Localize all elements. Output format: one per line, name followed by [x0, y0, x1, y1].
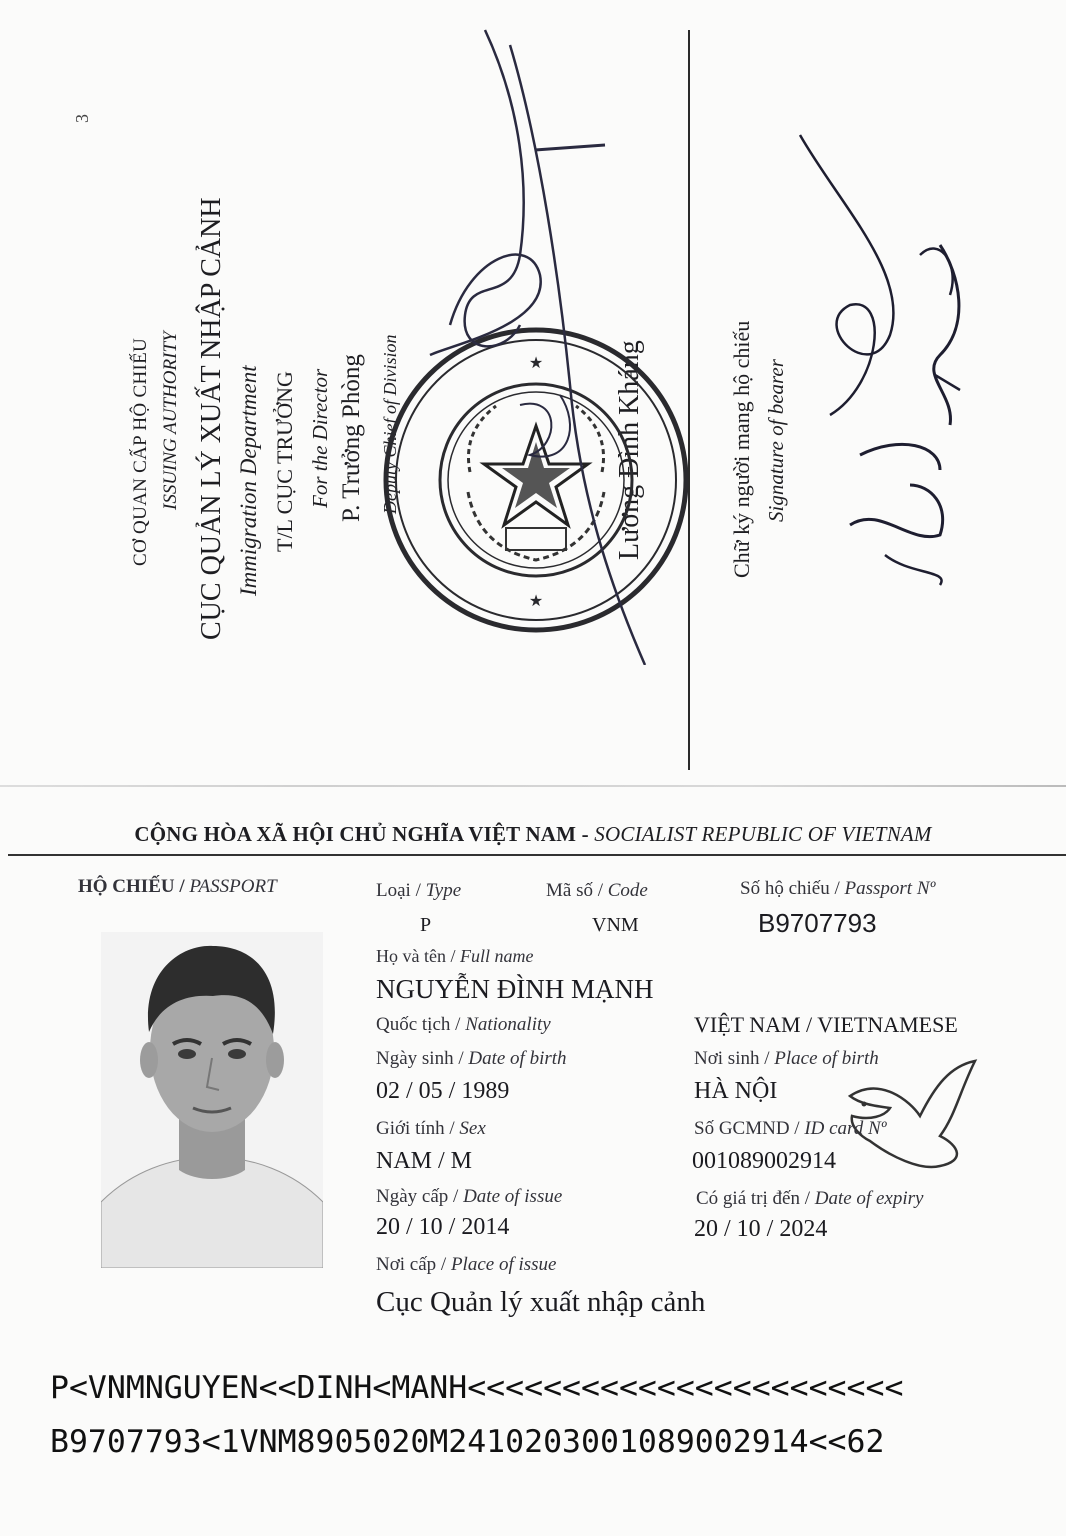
- dob-label: Ngày sinh / Date of birth: [376, 1048, 567, 1069]
- full-name-value: NGUYỄN ĐÌNH MẠNH: [376, 974, 654, 1004]
- place-of-issue-label: Nơi cấp / Place of issue: [376, 1254, 557, 1275]
- republic-heading-en: SOCIALIST REPUBLIC OF VIETNAM: [594, 822, 932, 846]
- svg-text:★: ★: [528, 593, 544, 610]
- pob-label: Nơi sinh / Place of birth: [694, 1048, 879, 1069]
- department-vi: CỤC QUẢN LÝ XUẤT NHẬP CẢNH: [196, 197, 227, 640]
- heading-rule: [8, 854, 1066, 856]
- expiry-date-label: Có giá trị đến / Date of expiry: [696, 1188, 924, 1209]
- republic-heading-vi: CỘNG HÒA XÃ HỘI CHỦ NGHĨA VIỆT NAM -: [134, 822, 595, 846]
- division-vi: P. Trưởng Phòng: [338, 354, 365, 522]
- svg-text:★: ★: [528, 355, 544, 372]
- dove-watermark: [840, 1046, 980, 1176]
- expiry-date-value: 20 / 10 / 2024: [694, 1216, 828, 1242]
- mrz-line-1: P<VNMNGUYEN<<DINH<MANH<<<<<<<<<<<<<<<<<<<<<<<: [50, 1370, 904, 1406]
- sex-label: Giới tính / Sex: [376, 1118, 486, 1139]
- passport-number-label: Số hộ chiếu / Passport Nº: [740, 878, 936, 899]
- dob-value: 02 / 05 / 1989: [376, 1078, 510, 1104]
- page-number: 3: [72, 114, 92, 123]
- for-director-vi: T/L CỤC TRƯỞNG: [272, 371, 297, 552]
- page-fold: [0, 785, 1066, 787]
- republic-heading: [0, 822, 1066, 847]
- mrz-line-2: B9707793<1VNM8905020M2410203001089002914<<62: [50, 1424, 885, 1460]
- nationality-label: Quốc tịch / Nationality: [376, 1014, 551, 1035]
- code-label: Mã số / Code: [546, 880, 648, 901]
- officer-name: Lương Đình Kháng: [614, 340, 645, 560]
- type-label: Loại / Type: [376, 880, 462, 901]
- id-card-value: 001089002914: [692, 1148, 836, 1174]
- holder-photo: [101, 932, 323, 1268]
- bearer-signature-label-vi: Chữ ký người mang hộ chiếu: [729, 320, 754, 578]
- department-en: Immigration Department: [236, 365, 261, 596]
- place-of-issue-value: Cục Quản lý xuất nhập cảnh: [376, 1286, 706, 1318]
- issuing-authority-en: ISSUING AUTHORITY: [160, 331, 181, 510]
- issue-date-value: 20 / 10 / 2014: [376, 1214, 510, 1240]
- pob-value: HÀ NỘI: [694, 1078, 778, 1104]
- nationality-value: VIỆT NAM / VIETNAMESE: [694, 1012, 958, 1037]
- passport-doc-label: HỘ CHIẾU / PASSPORT: [78, 876, 277, 897]
- passport-number-value: B9707793: [758, 908, 877, 938]
- bearer-signature-label-en: Signature of bearer: [764, 359, 788, 522]
- division-en: Deputy Chief of Division: [380, 334, 400, 514]
- passport-type-value: P: [420, 914, 432, 936]
- country-code-value: VNM: [592, 914, 639, 936]
- page-divider: [688, 30, 690, 770]
- id-card-label: Số GCMND / ID card Nº: [694, 1118, 887, 1139]
- full-name-label: Họ và tên / Full name: [376, 946, 534, 966]
- sex-value: NAM / M: [376, 1148, 473, 1174]
- bearer-signature: [790, 125, 990, 595]
- officer-signature: [410, 25, 670, 665]
- for-director-en: For the Director: [308, 368, 332, 508]
- issue-date-label: Ngày cấp / Date of issue: [376, 1186, 563, 1207]
- issuing-authority-vi: CƠ QUAN CẤP HỘ CHIẾU: [130, 337, 151, 566]
